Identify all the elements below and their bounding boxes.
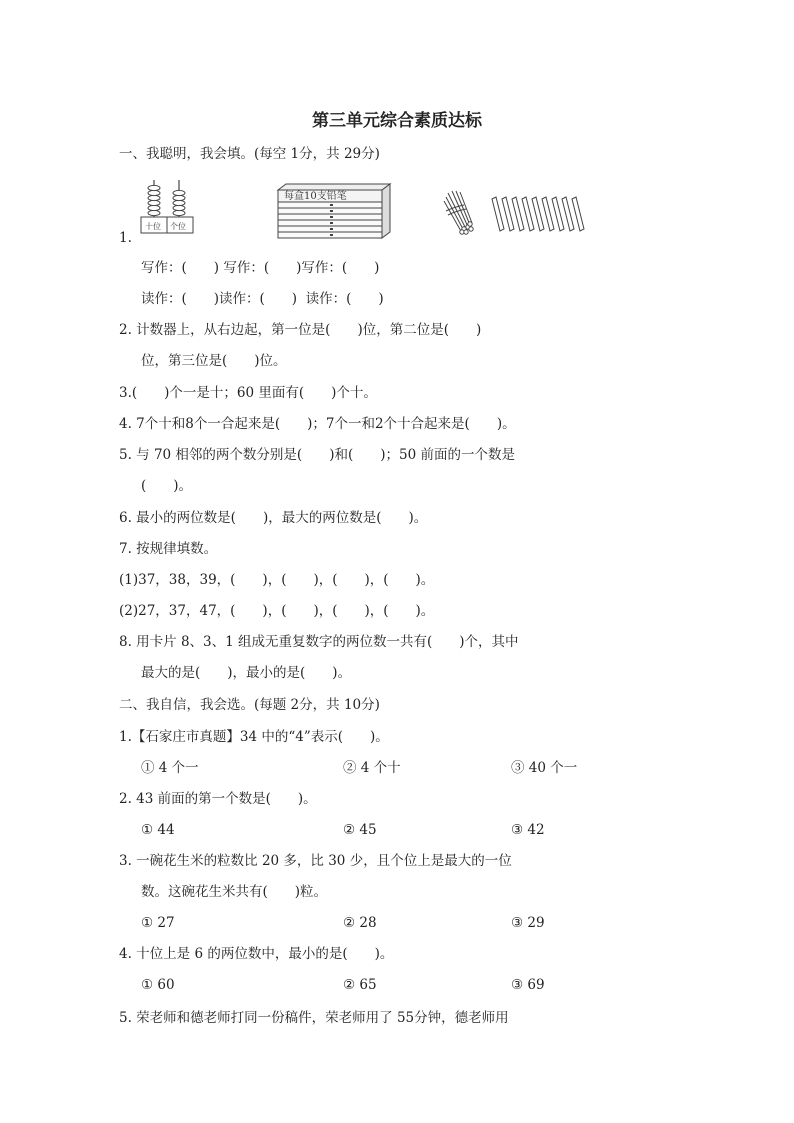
page-title: 第三单元综合素质达标 xyxy=(312,111,482,131)
q4: 4. 7个十和8个一合起来是( )；7个一和2个十合起来是( )。 xyxy=(119,416,516,432)
mc-q1-option-1[interactable]: ① 4 个一 xyxy=(141,760,199,776)
q5-line2: ( )。 xyxy=(141,478,193,494)
abacus-image xyxy=(140,178,195,235)
abacus-label-tens: 十位 xyxy=(145,222,161,231)
mc-q4-option-2[interactable]: ② 65 xyxy=(343,977,377,993)
q2-line1: 2. 计数器上，从右边起，第一位是( )位，第二位是( ) xyxy=(119,322,482,338)
q8-line2: 最大的是( )，最小的是( )。 xyxy=(141,665,352,681)
mc-q1-option-2[interactable]: ② 4 个十 xyxy=(343,760,401,776)
mc-q3-option-1[interactable]: ① 27 xyxy=(141,915,175,931)
mc-q3-line1: 3. 一碗花生米的粒数比 20 多，比 30 少，且个位上是最大的一位 xyxy=(119,853,512,869)
q1-number: 1. xyxy=(119,230,132,246)
q5-line1: 5. 与 70 相邻的两个数分别是( )和( )；50 前面的一个数是 xyxy=(119,447,515,463)
mc-q4-option-1[interactable]: ① 60 xyxy=(141,977,175,993)
mc-q1: 1.【石家庄市真题】34 中的“4”表示( )。 xyxy=(119,729,389,745)
mc-q2: 2. 43 前面的第一个数是( )。 xyxy=(119,791,317,807)
q2-line2: 位，第三位是( )位。 xyxy=(141,353,287,369)
mc-q1-option-3[interactable]: ③ 40 个一 xyxy=(511,760,578,776)
mc-q5: 5. 荣老师和德老师打同一份稿件，荣老师用了 55分钟，德老师用 xyxy=(119,1010,509,1026)
section2-heading: 二、我自信，我会选。(每题 2分，共 10分) xyxy=(119,697,380,713)
section1-heading: 一、我聪明，我会填。(每空 1分，共 29分) xyxy=(119,146,380,162)
mc-q2-option-1[interactable]: ① 44 xyxy=(141,822,175,838)
q1-read-line: 读作：( )读作：( ) 读作：( ) xyxy=(141,291,384,307)
q7: 7. 按规律填数。 xyxy=(119,541,218,557)
abacus-label-ones: 个位 xyxy=(170,222,186,231)
q3: 3.( )个一是十；60 里面有( )个十。 xyxy=(119,385,377,401)
q6: 6. 最小的两位数是( )，最大的两位数是( )。 xyxy=(119,510,428,526)
mc-q2-option-2[interactable]: ② 45 xyxy=(343,822,377,838)
mc-q4-option-3[interactable]: ③ 69 xyxy=(511,977,545,993)
mc-q3-option-3[interactable]: ③ 29 xyxy=(511,915,545,931)
q7-part1: (1)37，38，39，( )，( )，( )，( )。 xyxy=(119,572,435,588)
mc-q3-option-2[interactable]: ② 28 xyxy=(343,915,377,931)
loose-pencils-image xyxy=(490,195,586,235)
pencil-box-stack-image xyxy=(276,182,392,240)
mc-q3-line2: 数。这碗花生米共有( )粒。 xyxy=(141,884,328,900)
q8-line1: 8. 用卡片 8、3、1 组成无重复数字的两位数一共有( )个，其中 xyxy=(119,634,519,650)
mc-q4: 4. 十位上是 6 的两位数中，最小的是( )。 xyxy=(119,946,394,962)
pencil-box-label: 每盒10支铅笔 xyxy=(284,191,347,202)
q7-part2: (2)27，37，47，( )，( )，( )，( )。 xyxy=(119,603,435,619)
mc-q2-option-3[interactable]: ③ 42 xyxy=(511,822,545,838)
q1-write-line: 写作：( ) 写作：( )写作：( ) xyxy=(141,260,380,276)
pencil-bundle-image xyxy=(440,189,476,237)
